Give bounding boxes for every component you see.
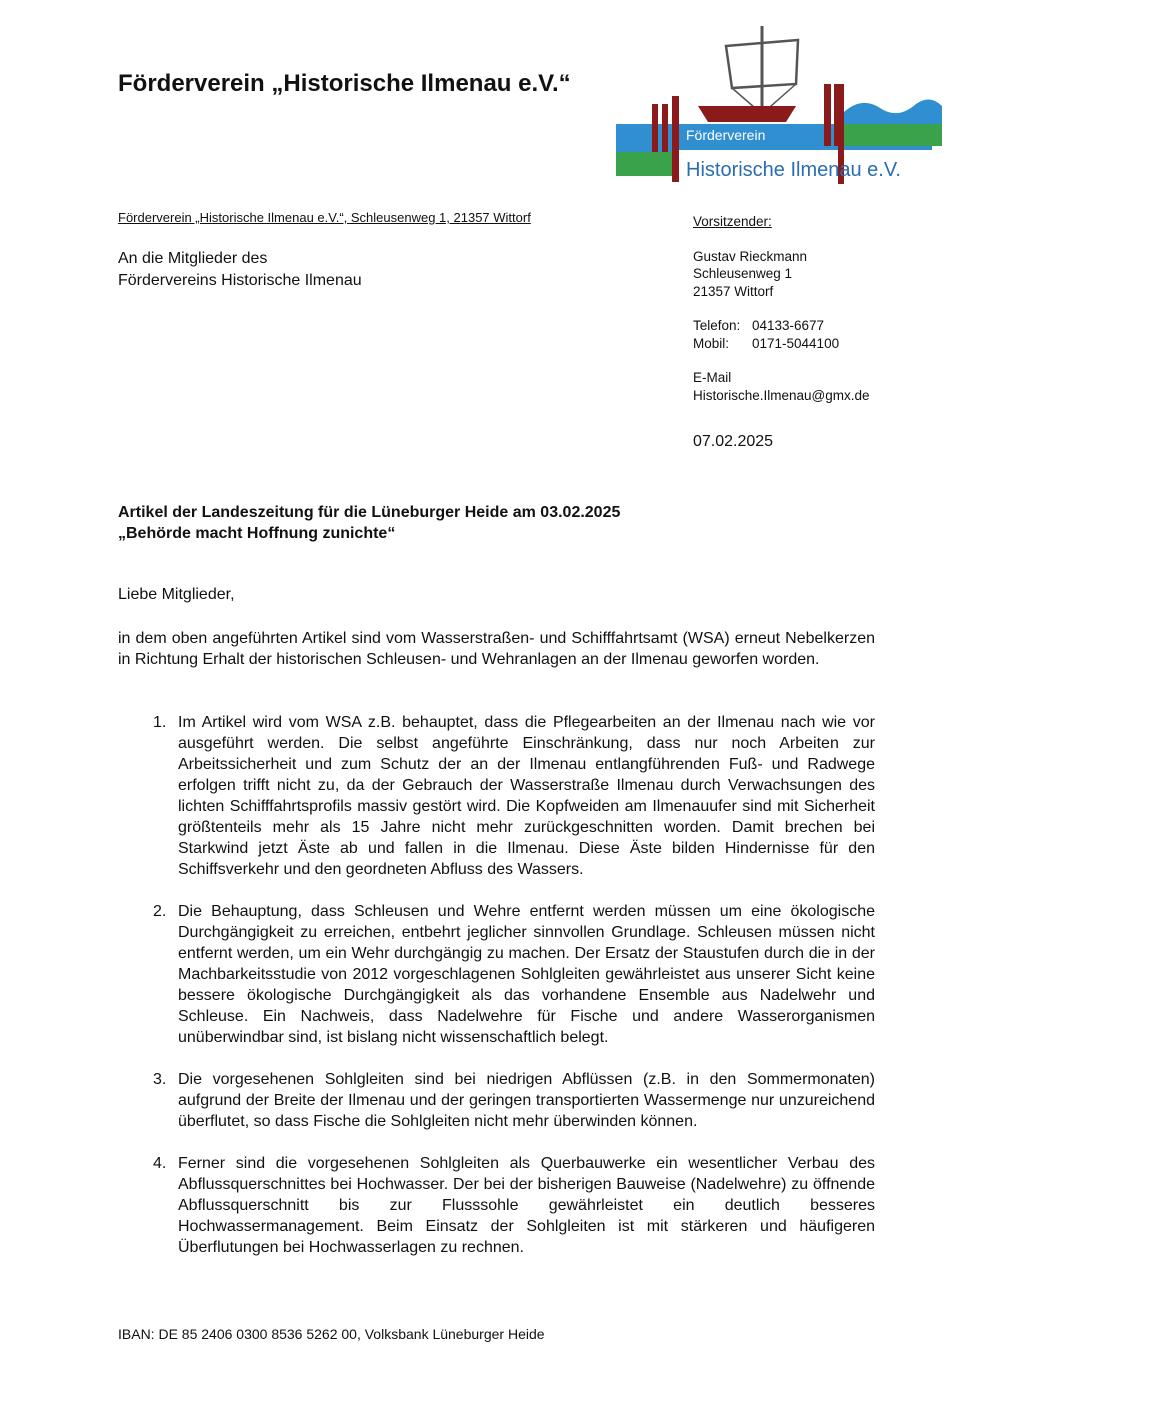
list-item-text: Die Behauptung, dass Schleusen und Wehre entfernt werden müssen um eine ökologische Durchgängigkeit zu erreichen, entbehrt jeglicher sinnvollen Grundlage. Schleusen müssen nicht entfernt werden, um ein Wehr durchgängig zu machen. Der Ersatz der Staustufen durch die in der Machbarkeitsstudie von 2012 vorgeschlagenen Sohlgleiten gewährleistet aus unserer Sicht keine bessere ökologische Durchgängigkeit als das vorhandene Ensemble aus Nadelwehr und Schleuse. Ein Nachweis, dass Nadelwehre für Fische und andere Wasserorganismen unüberwindbar sind, ist bislang nicht wissenschaftlich belegt. [178,903,875,1046]
intro-paragraph: in dem oben angeführten Artikel sind vom Wasserstraßen- und Schifffahrtsamt (WSA) erneut Nebelkerzen in Richtung Erhalt der historischen Schleusen- und Wehranlagen an der Ilmenau geworfen worden. [118,630,875,668]
list-item [118,712,875,880]
list-item [118,1153,875,1258]
logo-line1: Förderverein [686,127,766,143]
mobile-label: Mobil: [693,335,730,351]
email-label: E-Mail [693,370,732,385]
recipient-line: Fördervereins Historische Ilmenau [118,272,362,289]
subject-block [118,502,620,544]
letter-date: 07.02.2025 [693,433,774,450]
phone-number: 04133-6677 [752,318,825,333]
sidebar-heading: Vorsitzender: [693,214,772,229]
phone-row [693,317,870,335]
list-item [118,1069,875,1132]
list-item-number: 2. [153,903,167,920]
recipient-line: An die Mitglieder des [118,250,268,267]
recipient-block [118,248,362,292]
phone-label: Telefon: [693,318,741,333]
contact-street: Schleusenweg 1 [693,266,793,281]
list-item-text: Im Artikel wird vom WSA z.B. behauptet, dass die Pflegearbeiten an der Ilmenau nach wie vor ausgeführt werden. Die selbst angeführte Einschränkung, dass nur noch Arbeiten zur Arbeitssicherheit und zum Schutz der an der Ilmenau entlangführenden Fuß- und Radwege erfolgen trifft nicht zu, da der Gebrauch der Wasserstraße Ilmenau durch Verwachsungen des lichten Schifffahrtsprofils massiv gestört wird. Die Kopfweiden am Ilmenauufer sind mit Sicherheit größtenteils mehr als 15 Jahre nicht mehr zurückgeschnitten worden. Damit brechen bei Starkwind jetzt Äste ab und fallen in die Ilmenau. Diese Äste bilden Hindernisse für den Schiffsverkehr und den geordneten Abfluss des Wassers. [178,714,875,878]
list-item-number: 1. [153,714,167,731]
subject-line: Artikel der Landeszeitung für die Lüneburger Heide am 03.02.2025 [118,504,621,521]
list-item-number: 4. [153,1155,167,1172]
logo-line2: Historische Ilmenau e.V. [686,159,901,181]
list-item-text: Die vorgesehenen Sohlgleiten sind bei niedrigen Abflüssen (z.B. in den Sommermonaten) aufgrund der Breite der Ilmenau und der geringen transportierten Wassermenge nur unzureichend überflutet, so dass Fische die Sohlgleiten nicht mehr überwinden können. [178,1071,875,1130]
ship-logo-icon [612,22,968,198]
return-address: Förderverein „Historische Ilmenau e.V.“, Schleusenweg 1, 21357 Wittorf [118,210,531,225]
mobile-row [693,335,870,353]
list-item [118,901,875,1048]
subject-line: „Behörde macht Hoffnung zunichte“ [118,525,396,542]
contact-sidebar [693,213,870,404]
organization-logo [612,22,968,198]
greeting: Liebe Mitglieder, [118,586,235,603]
organization-title: Förderverein „Historische Ilmenau e.V.“ [118,70,571,97]
mobile-number: 0171-5044100 [752,335,840,351]
list-item-number: 3. [153,1071,167,1088]
contact-city: 21357 Wittorf [693,283,774,299]
email-address[interactable]: Historische.Ilmenau@gmx.de [693,387,870,403]
bank-footer: IBAN: DE 85 2406 0300 8536 5262 00, Volksbank Lüneburger Heide [118,1326,545,1342]
numbered-list [118,712,875,1279]
list-item-text: Ferner sind die vorgesehenen Sohlgleiten als Querbauwerke ein wesentlicher Verbau des Abflussquerschnittes bei Hochwasser. Der bei der bisherigen Bauweise (Nadelwehre) zu öffnende Abflussquerschnitt bis zur Flusssohle gewährleistet ein deutlich besseres Hochwassermanagement. Beim Einsatz der Sohlgleiten ist mit stärkeren und häufigeren Überflutungen bei Hochwasserlagen zu rechnen. [178,1155,875,1256]
contact-name: Gustav Rieckmann [693,248,808,264]
